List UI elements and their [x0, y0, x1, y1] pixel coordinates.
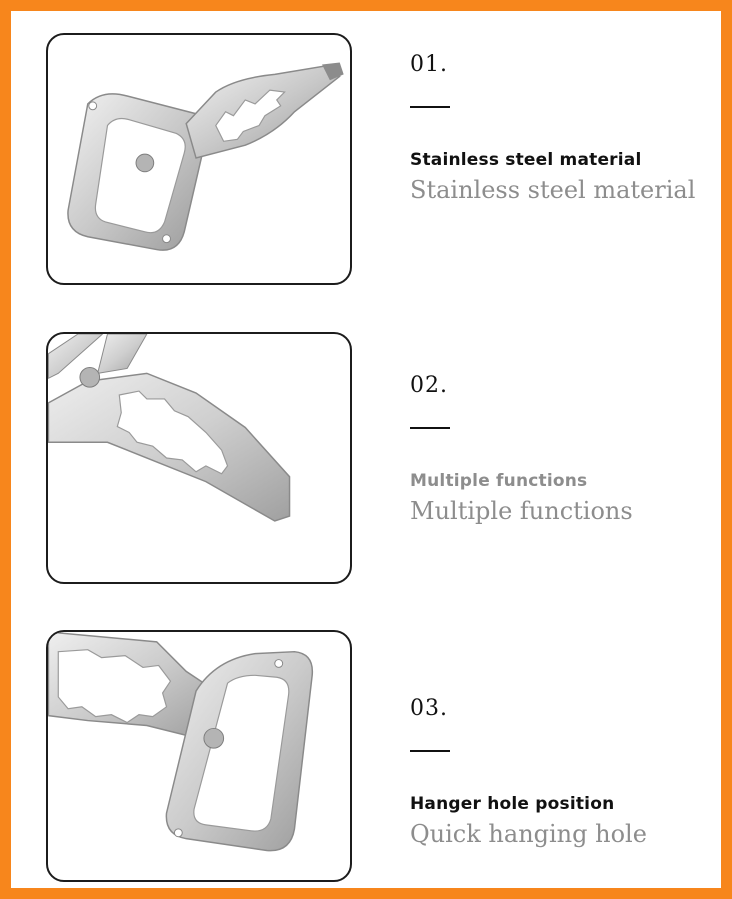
feature-subtitle: Quick hanging hole: [410, 820, 647, 848]
feature-title: Stainless steel material: [410, 150, 642, 170]
steel-tool-tip-photo: [48, 334, 350, 582]
feature-number: 01.: [410, 52, 448, 77]
divider: [410, 106, 450, 108]
feature-title: Hanger hole position: [410, 794, 615, 814]
feature-block-2: [410, 373, 720, 525]
divider: [410, 427, 450, 429]
divider: [410, 750, 450, 752]
feature-block-3: [410, 696, 720, 848]
feature-block-1: [410, 52, 720, 204]
product-photo-card-3: [46, 630, 352, 882]
feature-number: 02.: [410, 373, 448, 398]
product-photo-card-2: [46, 332, 352, 584]
feature-subtitle: Multiple functions: [410, 497, 633, 525]
product-photo-card-1: [46, 33, 352, 285]
feature-number: 03.: [410, 696, 448, 721]
feature-subtitle: Stainless steel material: [410, 176, 696, 204]
steel-tool-photo: [48, 35, 350, 283]
steel-tool-hole-photo: [48, 632, 350, 880]
feature-title: Multiple functions: [410, 471, 588, 491]
